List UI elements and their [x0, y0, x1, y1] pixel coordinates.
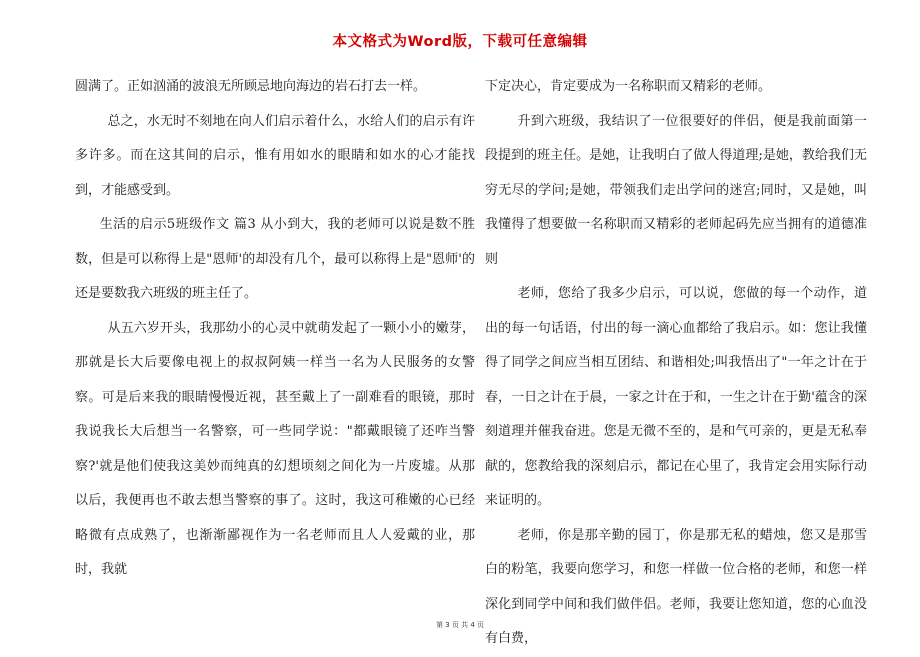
paragraph: 老师，您给了我多少启示，可以说，您做的每一个动作，道出的每一句话语，付出的每一滴心血都给了我启示。如：您让我懂得了同学之间应当相互团结、和谐相处;叫我悟出了"一年之计在于春，一日之计在于晨，一家之计在于和，一生之计在于勤'蕴含的深刻道理并催我奋进。您是无微不至的，是和气可亲的，更是无私奉献的，您教给我的深刻启示，都记在心里了，我肯定会用实际行动来证明的。	[485, 286, 867, 508]
page-number-footer: 第 3 页 共 4 页	[435, 621, 485, 629]
paragraph: 老师，你是那辛勤的园丁，你是那无私的蜡烛，您又是那雪白的粉笔，我要向您学习，和您一样做一位合格的老师，和您一样深化到同学中间和我们做伴侣。老师，我要让您知道，您的心血没有白费，	[485, 527, 867, 646]
paragraph: 升到六班级，我结识了一位很要好的伴侣，便是我前面第一段提到的班主任。是她，让我明白了做人得道理;是她，教给我们无穷无尽的学问;是她，带领我们走出学问的迷宫;同时，又是她，叫我懂得了想要做一名称职而又精彩的老师起码先应当拥有的道德准则	[485, 113, 867, 267]
paragraph: 圆满了。正如汹涌的波浪无所顾忌地向海边的岩石打去一样。	[75, 79, 427, 94]
download-notice-header: 本文格式为Word版，下载可任意编辑	[332, 34, 588, 50]
paragraph: 下定决心，肯定要成为一名称职而又精彩的老师。	[485, 79, 772, 94]
left-text-column	[75, 70, 475, 588]
paragraph: 总之，水无时不刻地在向人们启示着什么，水给人们的启示有许多许多。而在这其间的启示，惟有用如水的眼睛和如水的心才能找到，才能感受到。	[75, 113, 475, 198]
right-text-column	[485, 70, 867, 657]
paragraph: 生活的启示5班级作文 篇3 从小到大，我的老师可以说是数不胜数，但是可以称得上是"恩师'的却没有几个，最可以称得上是"恩师'的还是要数我六班级的班主任了。	[75, 217, 475, 301]
paragraph: 从五六岁开头，我那幼小的心灵中就萌发起了一颗小小的嫩芽，那就是长大后要像电视上的叔叔阿姨一样当一名为人民服务的女警察。可是后来我的眼睛慢慢近视，甚至戴上了一副难看的眼镜，那时我说我长大后想当一名警察，可一些同学说："都戴眼镜了还咋当警察?'就是他们使我这美妙而纯真的幻想顷刻之间化为一片废墟。从那以后，我便再也不敢去想当警察的事了。这时，我这可稚嫩的心已经略微有点成熟了，也渐渐鄙视作为一名老师而且人人爱戴的业，那时，我就	[75, 320, 475, 577]
